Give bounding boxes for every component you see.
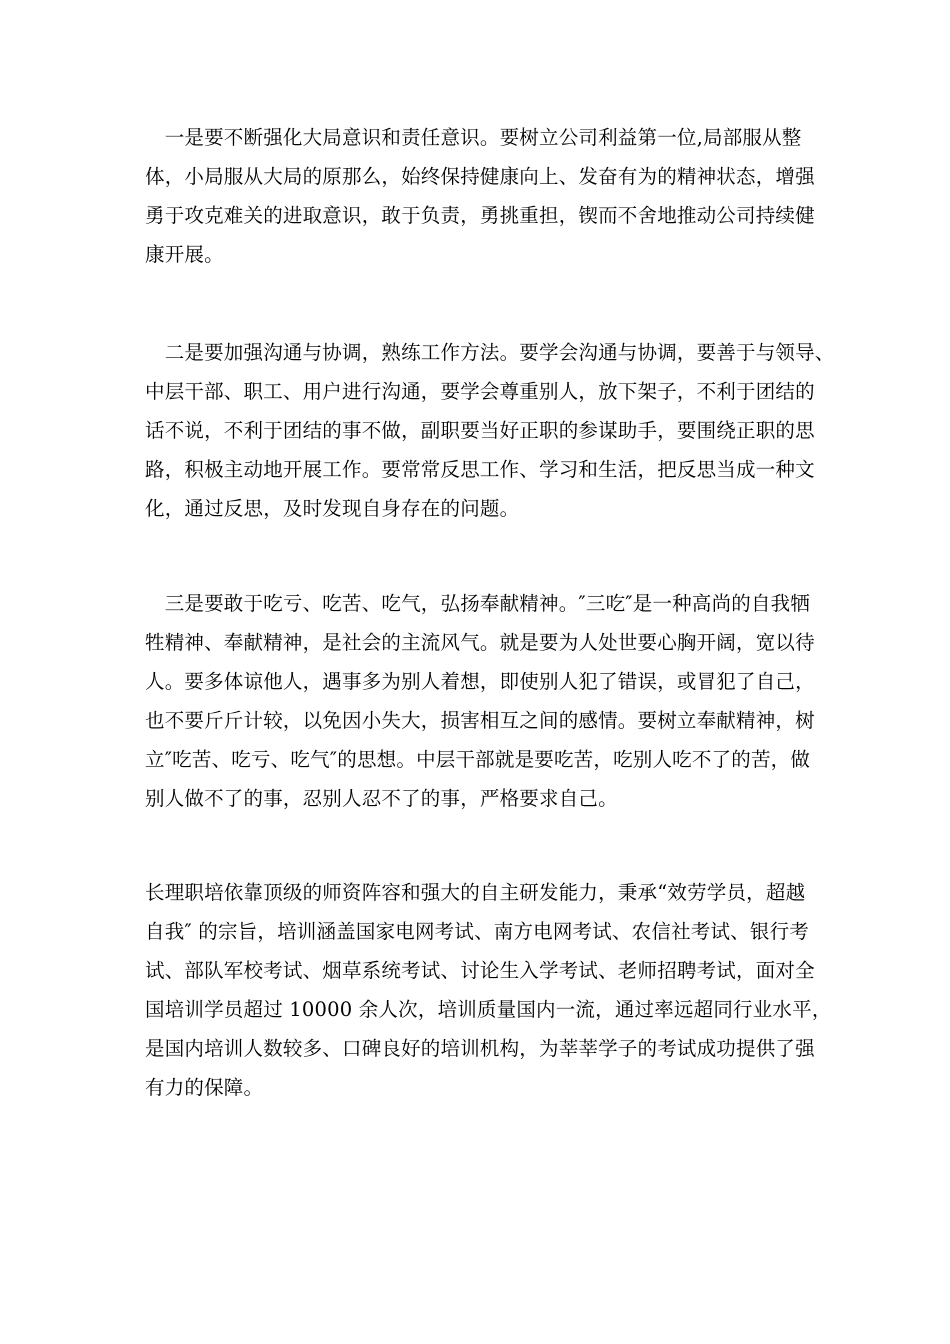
paragraph-line: 中层干部、职工、用户进行沟通，要学会尊重别人，放下架子，不利于团结的 (145, 380, 815, 403)
paragraph-1 (145, 118, 815, 274)
paragraph-line: 勇于攻克难关的进取意识，敢于负责，勇挑重担，锲而不舍地推动公司持续健 (145, 204, 815, 227)
paragraph-4 (145, 873, 832, 1107)
paragraph-line: 康开展。 (145, 243, 224, 266)
paragraph-line: 自我″ 的宗旨，培训涵盖国家电网考试、南方电网考试、农信社考试、银行考 (145, 920, 809, 943)
paragraph-line: 有力的保障。 (145, 1076, 264, 1099)
paragraph-line: 三是要敢于吃亏、吃苦、吃气，弘扬奉献精神。″三吃″是一种高尚的自我牺 (145, 592, 811, 615)
paragraph-line: 是国内培训人数较多、口碑良好的培训机构，为莘莘学子的考试成功提供了强 (145, 1037, 815, 1060)
paragraph-line: 牲精神、奉献精神，是社会的主流风气。就是要为人处世要心胸开阔，宽以待 (145, 631, 815, 654)
paragraph-line: 路，积极主动地开展工作。要常常反思工作、学习和生活，把反思当成一种文 (145, 458, 815, 481)
paragraph-line: 一是要不断强化大局意识和责任意识。要树立公司利益第一位,局部服从整 (145, 126, 802, 149)
paragraph-3 (145, 584, 815, 818)
paragraph-line: 话不说，不利于团结的事不做，副职要当好正职的参谋助手，要围绕正职的思 (145, 419, 815, 442)
paragraph-line: 别人做不了的事，忍别人忍不了的事，严格要求自己。 (145, 787, 618, 810)
paragraph-line: 试、部队军校考试、烟草系统考试、讨论生入学考试、老师招聘考试，面对全 (145, 959, 815, 982)
paragraph-line: 也不要斤斤计较，以免因小失大，损害相互之间的感情。要树立奉献精神，树 (145, 709, 815, 732)
paragraph-line: 体，小局服从大局的原那么，始终保持健康向上、发奋有为的精神状态，增强 (145, 165, 815, 188)
paragraph-line: 立″吃苦、吃亏、吃气″的思想。中层干部就是要吃苦，吃别人吃不了的苦，做 (145, 748, 811, 771)
paragraph-line: 化，通过反思，及时发现自身存在的问题。 (145, 497, 520, 520)
paragraph-line: 二是要加强沟通与协调，熟练工作方法。要学会沟通与协调，要善于与领导、 (145, 341, 835, 364)
paragraph-line: 人。要多体谅他人，遇事多为别人着想，即使别人犯了错误，或冒犯了自己， (145, 670, 815, 693)
paragraph-line: 国培训学员超过 10000 余人次，培训质量国内一流，通过率远超同行业水平， (145, 998, 832, 1021)
paragraph-2 (145, 333, 835, 528)
paragraph-line: 长理职培依靠顶级的师资阵容和强大的自主研发能力，秉承“效劳学员，超越 (145, 881, 806, 904)
